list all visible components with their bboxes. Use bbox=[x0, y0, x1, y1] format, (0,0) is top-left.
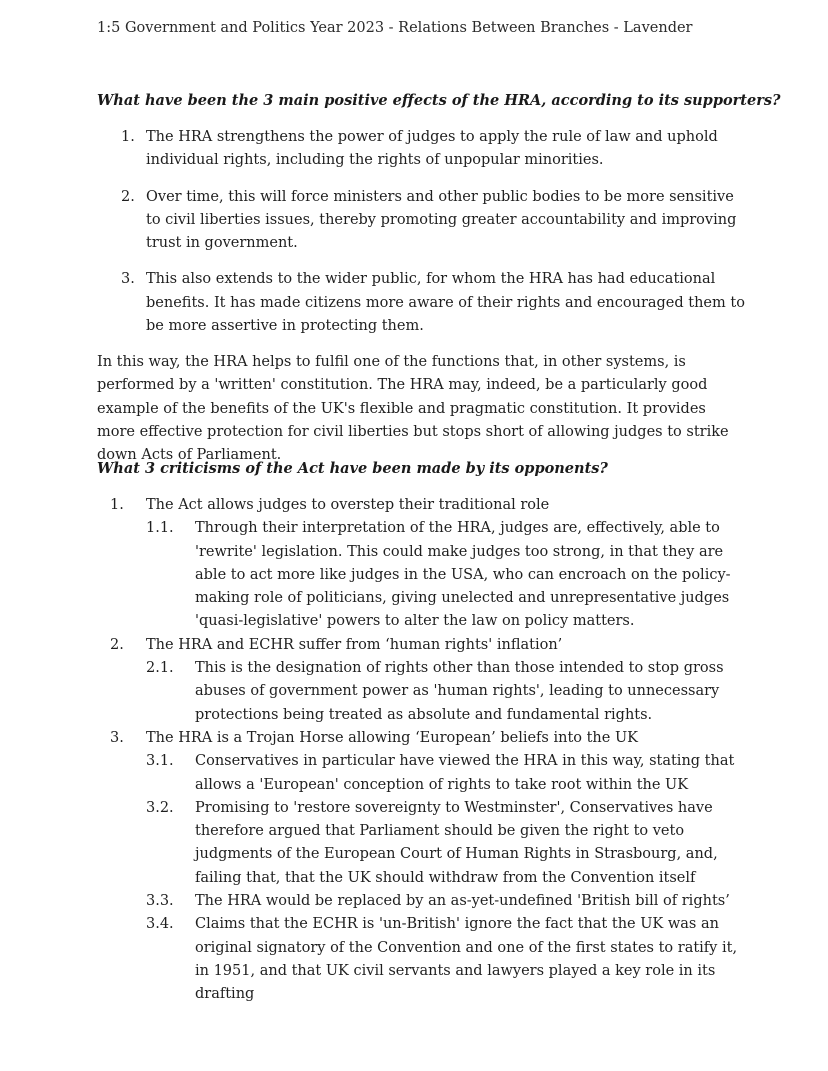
list-item bbox=[97, 126, 747, 173]
sub-list-number: 2.1. bbox=[146, 660, 174, 677]
sub-list-text: This is the designation of rights other than those intended to stop gross abuses of government power as 'human rights', leading to unnecessary protections being treated as absolute and fundamental rights. bbox=[195, 660, 724, 723]
sub-list-number: 3.2. bbox=[146, 799, 174, 816]
list-item bbox=[97, 268, 747, 338]
sub-list-text: Claims that the ECHR is 'un-British' ignore the fact that the UK was an original signatory of the Convention and one of the first states to ratify it, in 1951, and that UK civil servants and lawyers played a key role in its drafting bbox=[195, 916, 738, 1003]
sub-list-text: Promising to 'restore sovereignty to Westminster', Conservatives have therefore argued that Parliament should be given the right to veto judgments of the European Court of Human Rights in Strasbourg, and, failing that, that the UK should withdraw from the Convention itself bbox=[195, 799, 718, 886]
list-text: The HRA is a Trojan Horse allowing ‘European’ beliefs into the UK bbox=[146, 729, 639, 746]
list-text: The HRA strengthens the power of judges to apply the rule of law and uphold individual rights, including the rights of unpopular minorities. bbox=[146, 129, 718, 169]
list-item bbox=[97, 494, 747, 517]
sub-list-text: Through their interpretation of the HRA, judges are, effectively, able to 'rewrite' legislation. This could make judges too strong, in that they are able to act more like judges in the USA, who can encroach on the policy-making role of politicians, giving unelected and unrepresentative judges 'quasi-legislative' powers to alter the law on policy matters. bbox=[195, 520, 731, 630]
question-criticisms: What 3 criticisms of the Act have been made by its opponents? bbox=[97, 460, 608, 477]
list-number: 2. bbox=[110, 636, 124, 653]
list-number: 3. bbox=[110, 729, 124, 746]
sub-list-item bbox=[146, 913, 747, 1006]
sub-list-item bbox=[146, 797, 747, 890]
list-item bbox=[97, 186, 747, 256]
sub-list bbox=[97, 750, 747, 1006]
positive-effects-list bbox=[97, 126, 747, 351]
list-text: The HRA and ECHR suffer from ‘human rights' inflation’ bbox=[146, 636, 563, 653]
sub-list-number: 1.1. bbox=[146, 520, 174, 537]
list-number: 1. bbox=[121, 129, 135, 145]
sub-list-item bbox=[146, 517, 747, 633]
list-number: 2. bbox=[121, 188, 135, 205]
list-item bbox=[97, 727, 747, 750]
sub-list-item bbox=[146, 890, 747, 913]
list-number: 1. bbox=[110, 497, 124, 513]
sub-list-number: 3.1. bbox=[146, 753, 174, 770]
sub-list bbox=[97, 517, 747, 633]
document-header: 1:5 Government and Politics Year 2023 - Relations Between Branches - Lavender bbox=[97, 20, 693, 36]
sub-list-item bbox=[146, 657, 747, 727]
sub-list-number: 3.4. bbox=[146, 916, 174, 933]
sub-list bbox=[97, 657, 747, 727]
sub-list-text: The HRA would be replaced by an as-yet-undefined 'British bill of rights’ bbox=[195, 893, 730, 910]
sub-list-text: Conservatives in particular have viewed the HRA in this way, stating that allows a 'European' conception of rights to take root within the UK bbox=[195, 753, 735, 793]
list-text: The Act allows judges to overstep their traditional role bbox=[146, 497, 550, 513]
intro-paragraph: In this way, the HRA helps to fulfil one of the functions that, in other systems, is performed by a 'written' constitution. The HRA may, indeed, be a particularly good example of the benefits of the UK's flexible and pragmatic constitution. It provides more effective protection for civil liberties but stops short of allowing judges to strike down Acts of Parliament. bbox=[97, 354, 729, 464]
criticisms-list bbox=[97, 494, 747, 1007]
list-text: Over time, this will force ministers and other public bodies to be more sensitive to civil liberties issues, thereby promoting greater accountability and improving trust in government. bbox=[146, 188, 737, 252]
question-positive-effects: What have been the 3 main positive effects of the HRA, according to its supporters? bbox=[97, 92, 781, 109]
list-item bbox=[97, 634, 747, 657]
list-text: This also extends to the wider public, for whom the HRA has had educational benefits. It has made citizens more aware of their rights and encouraged them to be more assertive in protecting them. bbox=[146, 271, 745, 335]
sub-list-number: 3.3. bbox=[146, 893, 174, 910]
sub-list-item bbox=[146, 750, 747, 797]
list-number: 3. bbox=[121, 271, 135, 288]
